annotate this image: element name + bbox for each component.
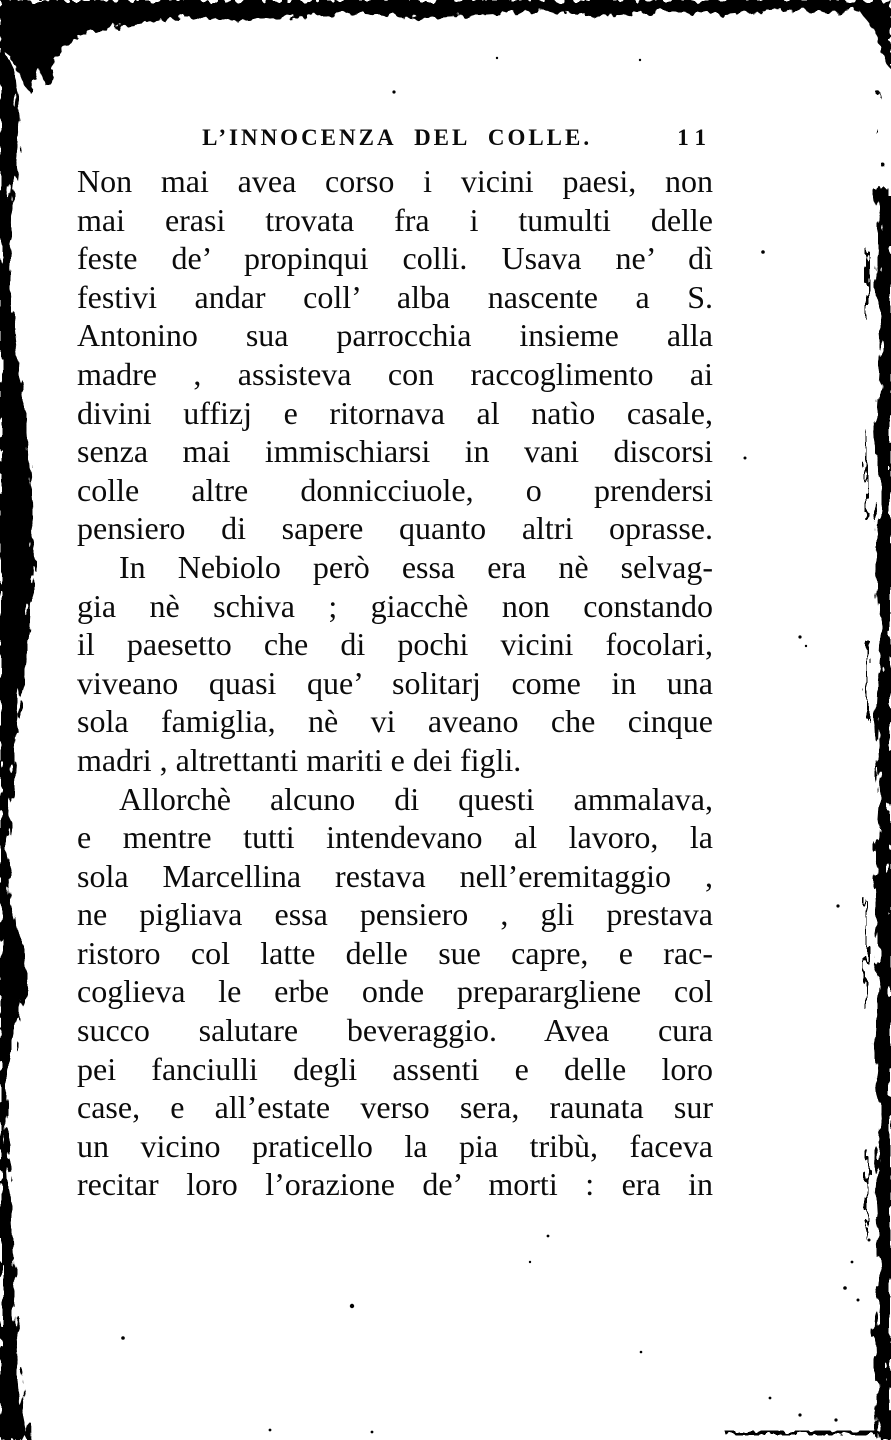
body-text: [77, 162, 713, 1204]
text-line: succo salutare beveraggio. Avea cura: [77, 1012, 713, 1049]
text-line: feste de’ propinqui colli. Usava ne’ dì: [77, 240, 713, 277]
text-line: senza mai immischiarsi in vani discorsi: [77, 433, 713, 470]
text-line-paragraph-start: Allorchè alcuno di questi ammalava,: [119, 780, 713, 817]
text-line: ristoro col latte delle sue capre, e rac-: [77, 934, 713, 971]
running-head: [77, 125, 713, 151]
text-line: viveano quasi que’ solitarj come in una: [77, 664, 713, 701]
text-line: pei fanciulli degli assenti e delle loro: [77, 1050, 713, 1087]
text-line-paragraph-end: madri , altrettanti mariti e dei figli.: [77, 741, 522, 778]
scan-border-right: [874, 190, 891, 1440]
text-line: sola Marcellina restava nell’eremitaggio ,: [77, 857, 713, 894]
scan-border-top: [0, 0, 891, 93]
scan-right-speckle: [865, 93, 885, 1240]
text-line: madre , assisteva con raccoglimento ai: [77, 355, 713, 392]
text-line: e mentre tutti intendevano al lavoro, la: [77, 819, 713, 856]
text-line: case, e all’estate verso sera, raunata sur: [77, 1089, 713, 1126]
text-line: ne pigliava essa pensiero , gli prestava: [77, 896, 713, 933]
page-number: 11: [677, 125, 713, 150]
text-line: gia nè schiva ; giacchè non constando: [77, 587, 713, 624]
text-line: Non mai avea corso i vicini paesi, non: [77, 163, 713, 199]
text-line: sola famiglia, nè vi aveano che cinque: [77, 703, 713, 740]
text-line: festivi andar coll’ alba nascente a S.: [77, 278, 713, 315]
text-line: colle altre donnicciuole, o prendersi: [77, 471, 713, 508]
text-line-paragraph-start: In Nebiolo però essa era nè selvag-: [119, 548, 713, 585]
text-line: un vicino praticello la pia tribù, faceva: [77, 1127, 713, 1164]
text-line: divini uffizj e ritornava al natìo casale,: [77, 394, 713, 431]
text-line: mai erasi trovata fra i tumulti delle: [77, 201, 713, 238]
scan-border-left: [0, 40, 34, 1440]
page-title: L’INNOCENZA DEL COLLE.: [202, 125, 593, 150]
text-line: recitar loro l’orazione de’ morti : era in: [77, 1166, 713, 1203]
text-line: coglieva le erbe onde preparargliene col: [77, 973, 713, 1010]
bottom-rule-artifact: [726, 1431, 884, 1435]
scan-corner-top-right: [852, 0, 891, 70]
text-line: il paesetto che di pochi vicini focolari,: [77, 626, 713, 663]
text-line: pensiero di sapere quanto altri oprasse.: [77, 510, 713, 547]
text-line: Antonino sua parrocchia insieme alla: [77, 317, 713, 354]
